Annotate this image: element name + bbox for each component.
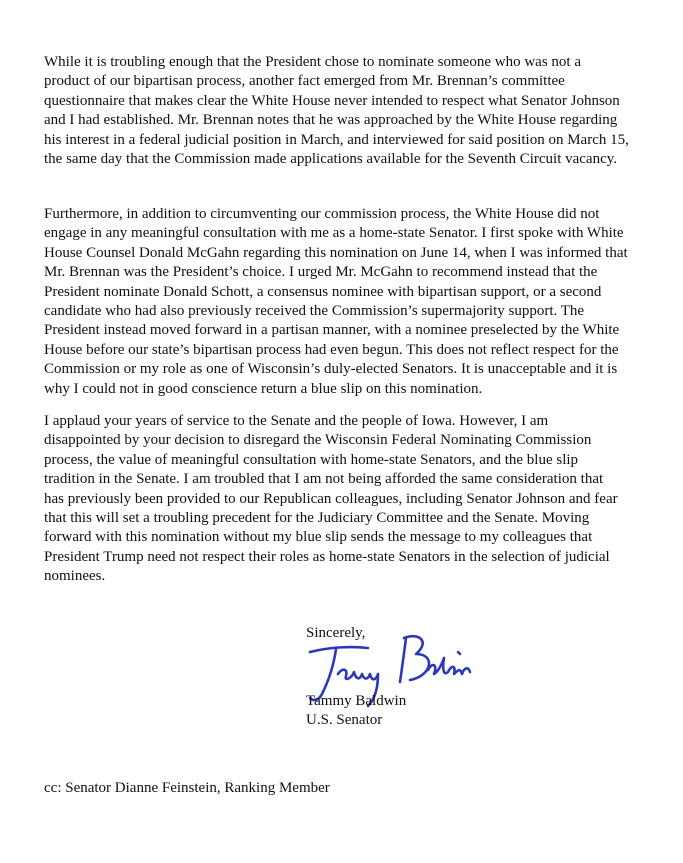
paragraph-line: While it is troubling enough that the President chose to nominate someone who was not a bbox=[44, 54, 581, 70]
paragraph-line: President Trump need not respect their roles as home-state Senators in the selection of judicial bbox=[44, 548, 610, 565]
letter-paragraph-1 bbox=[44, 53, 644, 169]
paragraph-line: why I could not in good conscience return a blue slip on this nomination. bbox=[44, 380, 483, 397]
paragraph-line: forward with this nomination without my blue slip sends the message to my colleagues that bbox=[44, 529, 593, 546]
paragraph-line: Furthermore, in addition to circumventing our commission process, the White House did not bbox=[44, 206, 600, 222]
paragraph-line: that this will set a troubling precedent for the Judiciary Committee and the Senate. Moving bbox=[44, 510, 590, 527]
paragraph-line: tradition in the Senate. I am troubled that I am not being afforded the same consideration that bbox=[44, 471, 604, 488]
paragraph-line: process, the value of meaningful consultation with home-state Senators, and the blue slip bbox=[44, 451, 579, 468]
cc-line: cc: Senator Dianne Feinstein, Ranking Member bbox=[44, 780, 330, 796]
paragraph-line: disappointed by your decision to disregard the Wisconsin Federal Nominating Commission bbox=[44, 432, 592, 449]
paragraph-line: product of our bipartisan process, another fact emerged from Mr. Brennan’s committee bbox=[44, 73, 565, 90]
signer-title: U.S. Senator bbox=[306, 712, 383, 728]
letter-paragraph-2 bbox=[44, 205, 644, 399]
paragraph-line: I applaud your years of service to the Senate and the people of Iowa. However, I am bbox=[44, 413, 549, 429]
closing-salutation: Sincerely, bbox=[306, 625, 366, 641]
paragraph-line: Mr. Brennan was the President’s choice. I urged Mr. McGahn to recommend instead that the bbox=[44, 264, 598, 281]
paragraph-line: President nominate Donald Schott, a consensus nominee with bipartisan support, or a second bbox=[44, 283, 602, 300]
paragraph-line: candidate who had also previously received the Commission’s supermajority support. The bbox=[44, 303, 585, 320]
paragraph-line: questionnaire that makes clear the White House never intended to respect what Senator Johnson bbox=[44, 92, 620, 109]
paragraph-line: nominees. bbox=[44, 568, 106, 585]
paragraph-line: his interest in a federal judicial position in March, and interviewed for said position on March 15, bbox=[44, 131, 629, 148]
signer-name: Tammy Baldwin bbox=[306, 693, 407, 709]
paragraph-line: engage in any meaningful consultation with me as a home-state Senator. I first spoke with White bbox=[44, 225, 624, 242]
paragraph-line: and I had established. Mr. Brennan notes that he was approached by the White House regarding bbox=[44, 112, 618, 129]
paragraph-line: has previously been provided to our Republican colleagues, including Senator Johnson and fear bbox=[44, 490, 618, 507]
letter-paragraph-3 bbox=[44, 412, 644, 587]
paragraph-line: Commission or my role as one of Wisconsin’s duly-elected Senators. It is unacceptable and it is bbox=[44, 361, 618, 378]
paragraph-line: House before our state’s bipartisan process had even begun. This does not reflect respect for the bbox=[44, 341, 619, 358]
paragraph-line: President instead moved forward in a partisan manner, with a nominee preselected by the White bbox=[44, 322, 620, 339]
paragraph-line: the same day that the Commission made applications available for the Seventh Circuit vacancy. bbox=[44, 151, 618, 168]
paragraph-line: House Counsel Donald McGahn regarding this nomination on June 14, when I was informed that bbox=[44, 244, 628, 261]
